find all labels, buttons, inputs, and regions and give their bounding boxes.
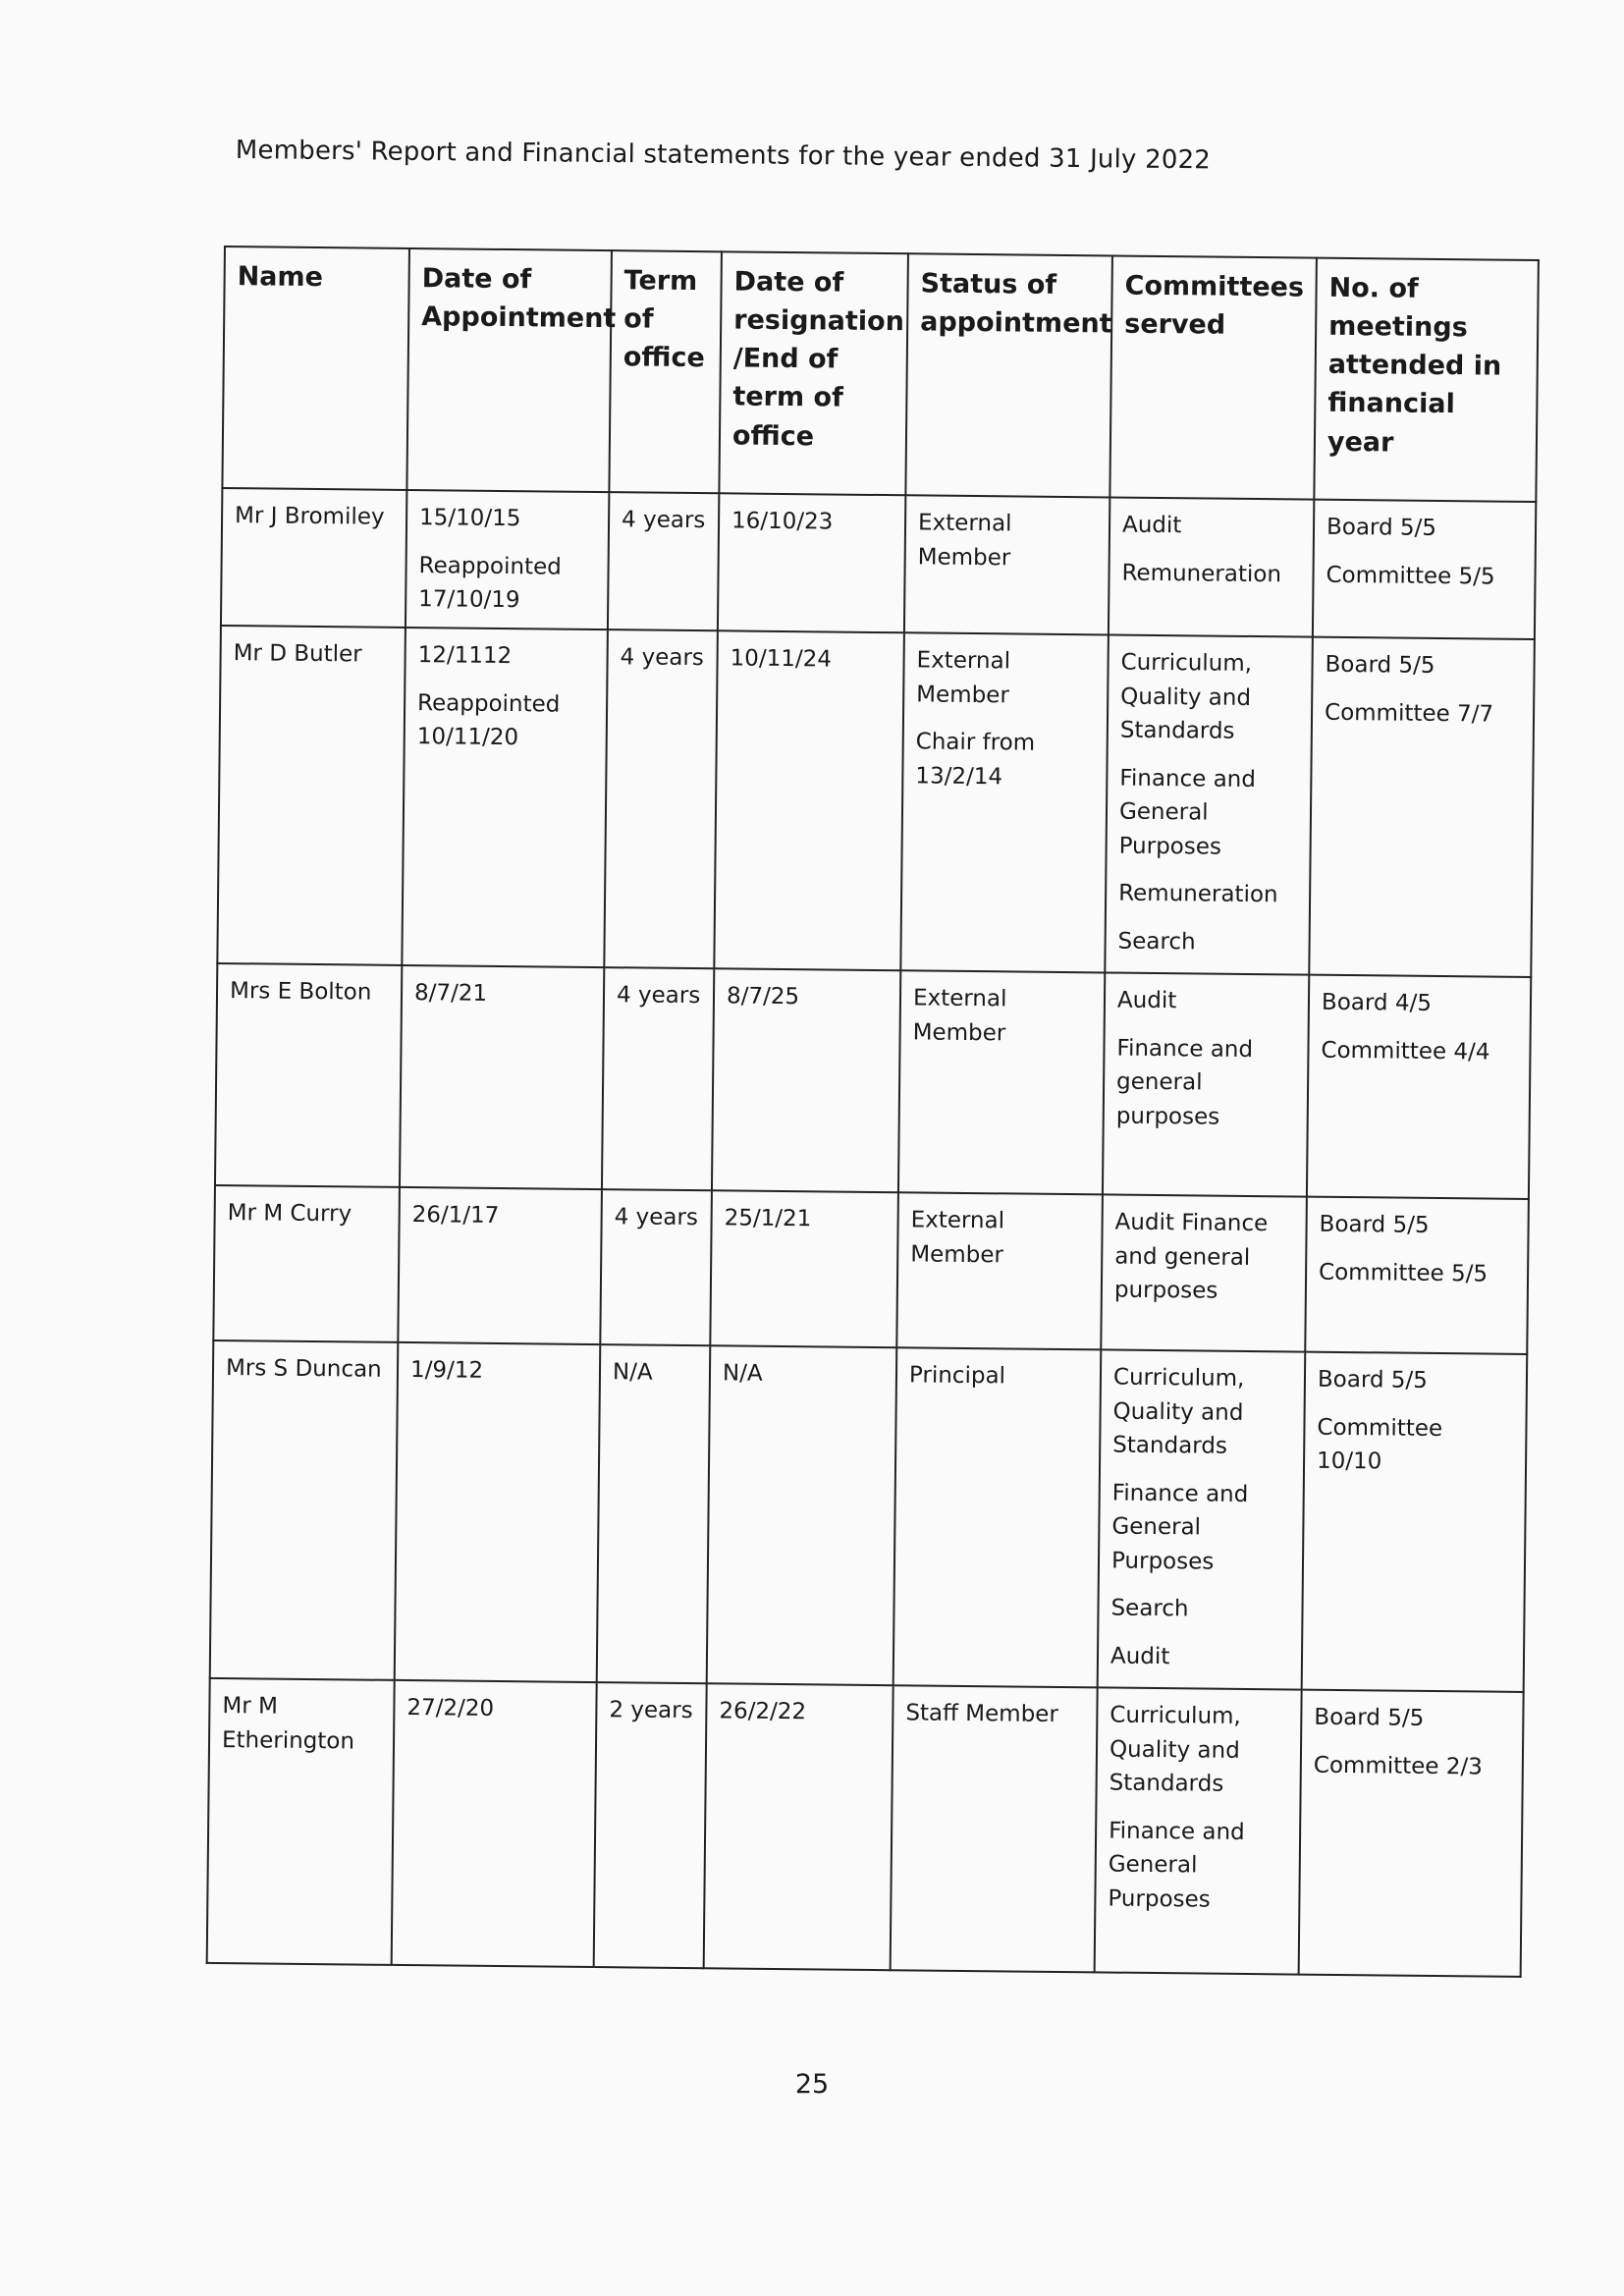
term-of-office-cell [597,1344,711,1683]
cell-text: Mr J Bromiley [234,503,385,530]
cell-text: 25/1/21 [724,1205,812,1232]
cell-text-line: Board 5/5 [1317,1366,1429,1394]
term-of-office-cell [600,1189,712,1345]
end-of-term-cell [707,1345,897,1685]
term-of-office-cell [608,492,719,630]
cell-text-line: External Member [912,985,1007,1046]
cell-text-line: 8/7/21 [413,980,488,1007]
cell-text-line: External Member [917,510,1012,571]
cell-text-line: Search [1110,1595,1189,1622]
cell-text: 10/11/24 [730,645,833,673]
end-of-term-cell [704,1683,893,1970]
cell-text: 4 years [616,982,701,1010]
cell-text-line: Committee 10/10 [1316,1414,1443,1475]
cell-text: 2 years [609,1697,693,1724]
cell-text-line: Committee 4/4 [1321,1037,1490,1066]
date-of-appointment-cell [406,490,609,629]
committees-cell [1101,1194,1307,1351]
term-of-office-cell [604,629,718,968]
term-of-office-cell [594,1682,707,1968]
committees-cell [1105,634,1313,974]
cell-text-line: Curriculum, Quality and Standards [1109,1702,1241,1797]
column-header-name: Name [222,246,409,490]
meetings-cell [1309,637,1535,977]
cell-text-line: Reappointed 17/10/19 [418,552,562,614]
cell-text-line: Board 5/5 [1314,1704,1425,1731]
cell-text-line: Finance and general purposes [1115,1035,1254,1130]
committees-cell [1103,972,1309,1196]
status-cell [891,1685,1098,1972]
member-name-cell [215,963,402,1187]
column-header-committees: Committees served [1110,255,1317,499]
column-header-term-of-office: Term of office [609,250,722,493]
members-table-container [206,246,1538,1978]
date-of-appointment-cell [400,965,604,1189]
table-body [207,488,1537,1977]
table-row [221,488,1536,639]
cell-text: Mr M Curry [227,1200,352,1228]
committees-cell [1109,497,1314,636]
column-header-meetings: No. of meetings attended in financial year [1314,258,1539,502]
cell-text-line: Board 5/5 [1326,514,1437,541]
date-of-appointment-cell [398,1187,602,1344]
status-cell [893,1347,1102,1687]
cell-text-line: Remuneration [1121,560,1282,587]
cell-text: N/A [722,1360,763,1387]
term-of-office-cell [602,967,714,1190]
table-row [217,626,1535,977]
cell-text: N/A [612,1359,653,1386]
cell-text-line: Audit [1121,512,1182,539]
cell-text-line: Finance and General Purposes [1108,1818,1245,1913]
cell-text-line: Board 5/5 [1319,1211,1430,1238]
column-header-end-of-term: Date of resignation /End of term of office [719,251,908,495]
cell-text-line: Audit [1116,987,1177,1014]
meetings-cell [1299,1690,1524,1977]
status-cell [896,1192,1103,1349]
cell-text-line: Committee 5/5 [1326,562,1495,590]
member-name-cell [221,488,406,628]
end-of-term-cell [710,1190,898,1347]
end-of-term-cell [712,968,900,1192]
table-header-row [222,246,1539,502]
meetings-cell [1302,1352,1528,1692]
cell-text-line: Committee 7/7 [1324,699,1494,728]
cell-text-line: Audit [1110,1643,1170,1669]
end-of-term-cell [718,493,905,632]
cell-text-line: External Member [910,1207,1005,1268]
date-of-appointment-cell [402,628,608,967]
cell-text-line: 15/10/15 [418,505,521,532]
date-of-appointment-cell [392,1680,597,1967]
cell-text-line: External Member [916,647,1011,708]
cell-text-line: Finance and General Purposes [1118,765,1257,860]
cell-text-line: Committee 2/3 [1313,1752,1483,1780]
date-of-appointment-cell [395,1342,601,1682]
cell-text-line: Curriculum, Quality and Standards [1112,1364,1245,1459]
cell-text: 26/2/22 [719,1698,807,1725]
meetings-cell [1313,500,1536,639]
table-row [215,963,1531,1199]
cell-text-line: 1/9/12 [409,1357,484,1384]
cell-text: 4 years [621,507,706,534]
members-table [206,246,1540,1978]
cell-text-line: Remuneration [1118,880,1278,908]
cell-text-line: Board 5/5 [1325,651,1435,679]
cell-text: 4 years [614,1204,699,1231]
cell-text-line: Chair from 13/2/14 [915,729,1036,790]
cell-text-line: Curriculum, Quality and Standards [1119,649,1253,744]
member-name-cell [217,626,406,965]
cell-text-line: Principal [908,1362,1006,1390]
cell-text-line: 27/2/20 [406,1695,495,1722]
table-row [207,1678,1524,1977]
column-header-status: Status of appointment [905,253,1112,497]
member-name-cell [213,1185,400,1342]
meetings-cell [1307,975,1531,1199]
cell-text-line: Board 4/5 [1321,989,1433,1016]
cell-text: 8/7/25 [726,983,800,1011]
cell-text-line: 12/1112 [417,642,513,670]
cell-text-line: Committee 5/5 [1318,1259,1489,1287]
table-row [213,1185,1529,1354]
cell-text: Mrs S Duncan [225,1355,382,1383]
member-name-cell [207,1678,395,1965]
cell-text: 16/10/23 [731,508,834,535]
cell-text-line: Staff Member [905,1700,1059,1727]
cell-text: Mrs E Bolton [229,978,372,1006]
cell-text-line: Finance and General Purposes [1110,1480,1249,1575]
cell-text: Mr D Butler [233,640,362,668]
status-cell [898,970,1105,1194]
cell-text-line: Search [1117,928,1196,955]
page-title: Members' Report and Financial statements for the year ended 31 July 2022 [235,136,1212,176]
member-name-cell [210,1340,399,1680]
cell-text-line: 26/1/17 [411,1202,500,1229]
table-row [210,1340,1528,1692]
cell-text-line: Audit Finance and general purposes [1113,1209,1269,1304]
status-cell [900,632,1109,972]
committees-cell [1095,1687,1302,1974]
column-header-date-of-appointment: Date of Appointment [406,248,612,492]
cell-text-line: Reappointed 10/11/20 [416,689,561,751]
end-of-term-cell [714,630,904,970]
cell-text: Mr M Etherington [221,1693,355,1754]
status-cell [904,495,1110,634]
committees-cell [1098,1349,1306,1689]
page-number: 25 [794,2069,830,2100]
cell-text: 4 years [620,644,705,672]
meetings-cell [1305,1197,1529,1354]
